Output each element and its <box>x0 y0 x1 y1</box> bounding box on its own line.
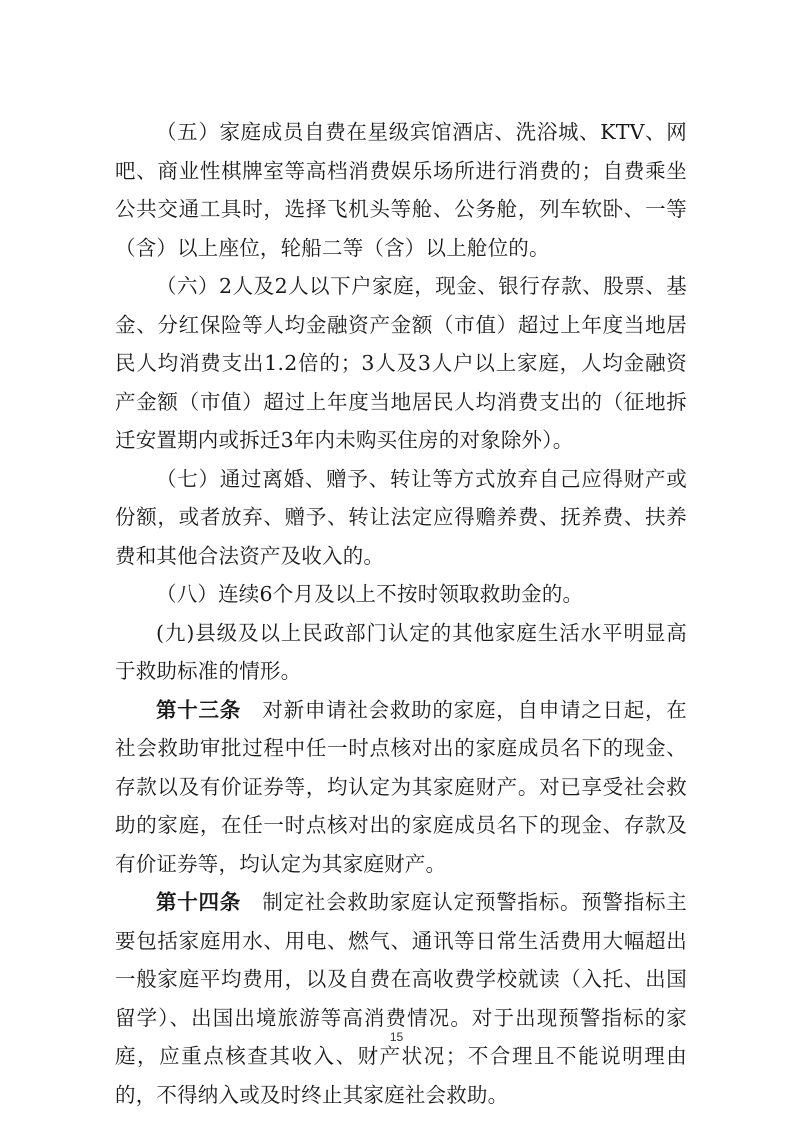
paragraph-text: （五）家庭成员自费在星级宾馆酒店、洗浴城、KTV、网吧、商业性棋牌室等高档消费娱乐场所进行消费的；自费乘坐公共交通工具时，选择飞机头等舱、公务舱，列车软卧、一等（含）以上座位，轮船二等（含）以上舱位的。 <box>115 120 687 260</box>
paragraph-item-6 <box>115 267 687 460</box>
article-heading: 第十四条 <box>156 890 242 914</box>
paragraph-text: （六）2人及2人以下户家庭，现金、银行存款、股票、基金、分红保险等人均金融资产金额（市值）超过上年度当地居民人均消费支出1.2倍的；3人及3人户以上家庭，人均金融资产金额（市值）超过上年度当地居民人均消费支出的（征地拆迁安置期内或拆迁3年内未购买住房的对象除外）。 <box>115 274 687 452</box>
paragraph-article-13 <box>115 691 687 884</box>
paragraph-text: （八）连续6个月及以上不按时领取救助金的。 <box>156 582 584 606</box>
paragraph-text: 制定社会救助家庭认定预警指标。预警指标主要包括家庭用水、用电、燃气、通讯等日常生活费用大幅超出一般家庭平均费用，以及自费在高收费学校就读（入托、出国留学）、出国出境旅游等高消费情况。对于出现预警指标的家庭，应重点核查其收入、财产状况；不合理且不能说明理由的，不得纳入或及时终止其家庭社会救助。 <box>115 890 687 1107</box>
article-heading: 第十三条 <box>156 697 242 722</box>
paragraph-item-8 <box>115 575 687 614</box>
paragraph-text: （七）通过离婚、赠予、转让等方式放弃自己应得财产或份额，或者放弃、赠予、转让法定应得赡养费、抚养费、扶养费和其他合法资产及收入的。 <box>115 466 687 568</box>
paragraph-article-14 <box>115 883 687 1114</box>
paragraph-item-7 <box>115 460 687 576</box>
paragraph-text: (九)县级及以上民政部门认定的其他家庭生活水平明显高于救助标准的情形。 <box>115 620 687 683</box>
document-body <box>115 113 687 1114</box>
page-number: 15 <box>389 1030 404 1044</box>
paragraph-item-5 <box>115 113 687 267</box>
paragraph-item-9 <box>115 614 687 691</box>
paragraph-text: 对新申请社会救助的家庭，自申请之日起，在社会救助审批过程中任一时点核对出的家庭成员名下的现金、存款以及有价证券等，均认定为其家庭财产。对已享受社会救助的家庭，在任一时点核对出的家庭成员名下的现金、存款及有价证券等，均认定为其家庭财产。 <box>115 697 687 876</box>
